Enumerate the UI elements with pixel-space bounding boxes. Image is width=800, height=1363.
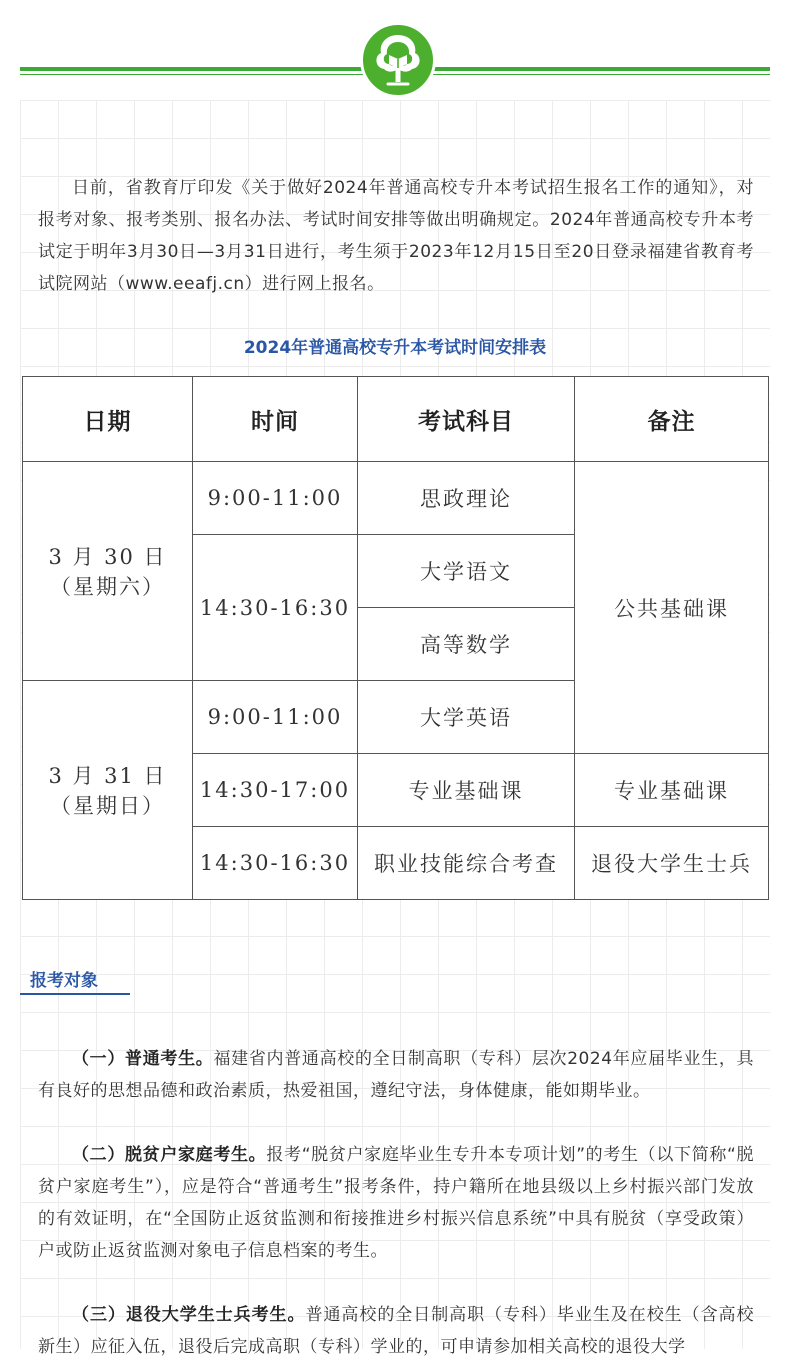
time-cell: 14:30-17:00	[193, 754, 358, 827]
item-paragraph-3	[38, 1299, 754, 1363]
table-row	[23, 462, 769, 535]
time-cell: 14:30-16:30	[193, 827, 358, 900]
note-cell-public: 公共基础课	[575, 462, 769, 754]
item-paragraph-1	[38, 1043, 754, 1107]
subject-cell: 大学英语	[358, 681, 575, 754]
subject-cell: 职业技能综合考查	[358, 827, 575, 900]
header-time: 时间	[193, 377, 358, 462]
date-label: 3 月 31 日	[48, 764, 167, 788]
section-heading	[20, 963, 130, 995]
subject-cell: 高等数学	[358, 608, 575, 681]
subject-cell: 专业基础课	[358, 754, 575, 827]
table-header-row	[23, 377, 769, 462]
date-label: 3 月 30 日	[48, 545, 167, 569]
section-title: 报考对象	[30, 971, 98, 991]
intro-paragraph-block	[38, 172, 754, 300]
tree-book-logo-icon	[360, 22, 436, 98]
subject-cell: 思政理论	[358, 462, 575, 535]
header-subject: 考试科目	[358, 377, 575, 462]
item-lead: （三）退役大学生士兵考生。	[72, 1305, 306, 1325]
intro-paragraph: 日前，省教育厅印发《关于做好2024年普通高校专升本考试招生报名工作的通知》，对报考对象、报考类别、报名办法、考试时间安排等做出明确规定。2024年普通高校专升本考试定于明年3月30日—3月31日进行，考生须于2023年12月15日至20日登录福建省教育考试院网站（www.eeafj.cn）进行网上报名。	[38, 178, 754, 294]
note-cell: 专业基础课	[575, 754, 769, 827]
item-text: 普通高校的全日制高职（专科）毕业生及在校生（含高校新生）应征入伍，退役后完成高职（专科）学业的，可申请参加相关高校的退役大学	[38, 1305, 755, 1357]
note-cell: 退役大学生士兵	[575, 827, 769, 900]
exam-schedule-table	[22, 376, 769, 900]
subject-cell: 大学语文	[358, 535, 575, 608]
item-text: 报考“脱贫户家庭毕业生专升本专项计划”的考生（以下简称“脱贫户家庭考生”），应是符合“普通考生”报考条件，持户籍所在地县级以上乡村振兴部门发放的有效证明，在“全国防止返贫监测和衔接推进乡村振兴信息系统”中具有脱贫（享受政策）户或防止返贫监测对象电子信息档案的考生。	[38, 1145, 755, 1261]
time-cell: 9:00-11:00	[193, 681, 358, 754]
item-text: 福建省内普通高校的全日制高职（专科）层次2024年应届毕业生，具有良好的思想品德和政治素质，热爱祖国，遵纪守法，身体健康，能如期毕业。	[38, 1049, 755, 1101]
date-cell-day1	[23, 462, 193, 681]
header-date: 日期	[23, 377, 193, 462]
time-cell: 14:30-16:30	[193, 535, 358, 681]
item-lead: （二）脱贫户家庭考生。	[72, 1145, 267, 1165]
header-note: 备注	[575, 377, 769, 462]
item-paragraph-2	[38, 1139, 754, 1267]
time-cell: 9:00-11:00	[193, 462, 358, 535]
item-lead: （一）普通考生。	[72, 1049, 214, 1069]
date-cell-day2	[23, 681, 193, 900]
table-title: 2024年普通高校专升本考试时间安排表	[243, 338, 547, 358]
weekday-label: （星期日）	[50, 794, 165, 818]
weekday-label: （星期六）	[50, 575, 165, 599]
